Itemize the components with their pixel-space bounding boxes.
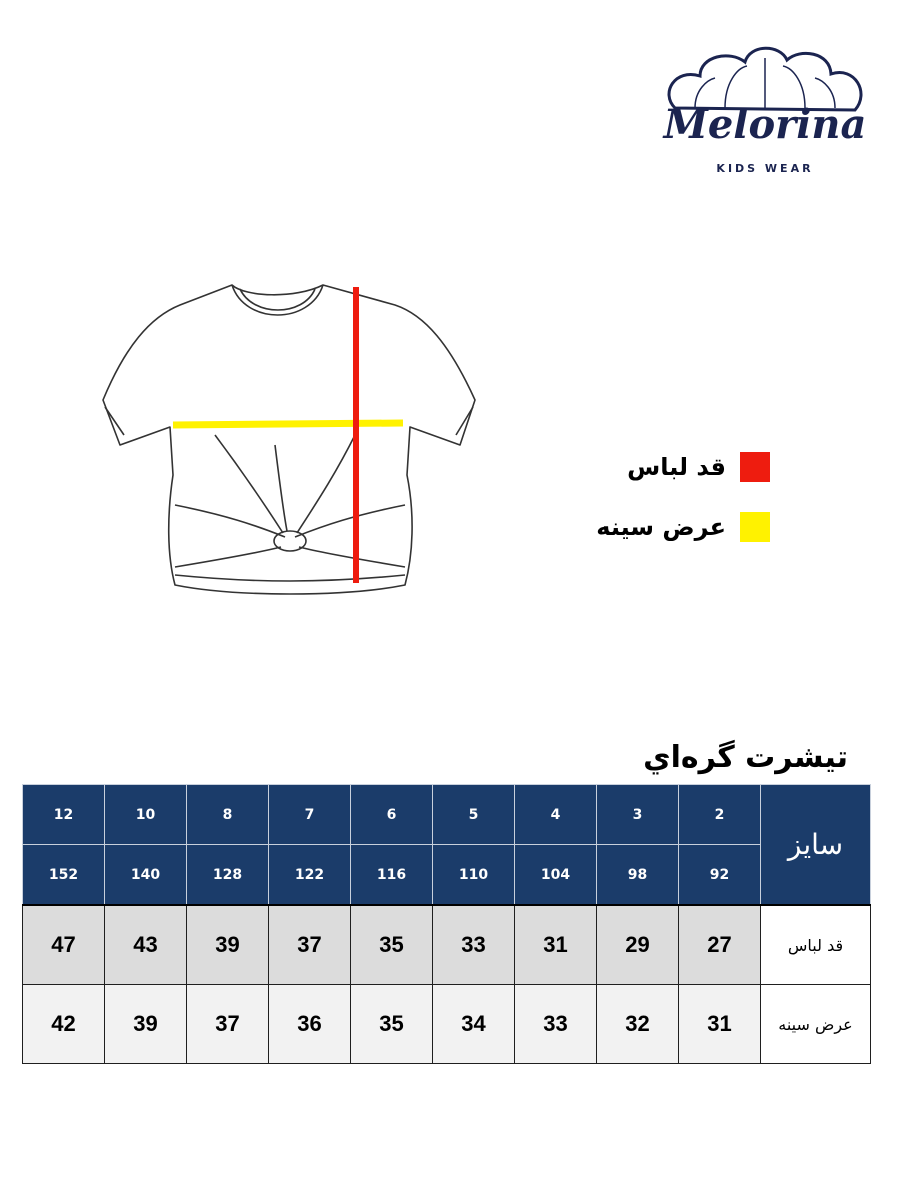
value-cell: 37 bbox=[187, 985, 269, 1064]
value-cell: 39 bbox=[187, 905, 269, 985]
value-cell: 29 bbox=[597, 905, 679, 985]
table-title: تيشرت گره‌اي bbox=[643, 740, 848, 775]
chest-width-line bbox=[173, 423, 403, 425]
height-cell: 116 bbox=[351, 845, 433, 906]
value-cell: 42 bbox=[23, 985, 105, 1064]
logo-wordmark: Melorina bbox=[663, 101, 867, 148]
legend-label-chest: عرض سينه bbox=[596, 513, 726, 541]
size-header: سايز bbox=[761, 785, 871, 906]
legend-swatch-red bbox=[740, 452, 770, 482]
height-cell: 122 bbox=[269, 845, 351, 906]
size-cell: 3 bbox=[597, 785, 679, 845]
height-cell: 140 bbox=[105, 845, 187, 906]
row-label-length: قد لباس bbox=[761, 905, 871, 985]
height-cell: 98 bbox=[597, 845, 679, 906]
size-table bbox=[22, 784, 871, 1064]
table-row-length bbox=[23, 905, 871, 985]
legend-swatch-yellow bbox=[740, 512, 770, 542]
value-cell: 31 bbox=[515, 905, 597, 985]
size-row bbox=[23, 785, 871, 845]
size-cell: 10 bbox=[105, 785, 187, 845]
logo-tagline: KIDS WEAR bbox=[716, 162, 814, 175]
value-cell: 37 bbox=[269, 905, 351, 985]
value-cell: 35 bbox=[351, 905, 433, 985]
size-cell: 12 bbox=[23, 785, 105, 845]
height-row bbox=[23, 845, 871, 906]
legend-item-chest bbox=[596, 512, 770, 542]
size-cell: 4 bbox=[515, 785, 597, 845]
size-cell: 2 bbox=[679, 785, 761, 845]
value-cell: 43 bbox=[105, 905, 187, 985]
shell-logo-icon bbox=[655, 38, 875, 153]
size-cell: 5 bbox=[433, 785, 515, 845]
value-cell: 34 bbox=[433, 985, 515, 1064]
value-cell: 31 bbox=[679, 985, 761, 1064]
legend-item-length bbox=[627, 452, 770, 482]
table-row-chest bbox=[23, 985, 871, 1064]
value-cell: 27 bbox=[679, 905, 761, 985]
value-cell: 32 bbox=[597, 985, 679, 1064]
size-cell: 6 bbox=[351, 785, 433, 845]
height-cell: 110 bbox=[433, 845, 515, 906]
height-cell: 92 bbox=[679, 845, 761, 906]
size-cell: 8 bbox=[187, 785, 269, 845]
value-cell: 39 bbox=[105, 985, 187, 1064]
legend-label-length: قد لباس bbox=[627, 453, 726, 481]
value-cell: 33 bbox=[515, 985, 597, 1064]
tshirt-illustration bbox=[95, 275, 485, 605]
height-cell: 104 bbox=[515, 845, 597, 906]
value-cell: 35 bbox=[351, 985, 433, 1064]
brand-logo bbox=[655, 38, 875, 183]
size-cell: 7 bbox=[269, 785, 351, 845]
height-cell: 152 bbox=[23, 845, 105, 906]
value-cell: 36 bbox=[269, 985, 351, 1064]
value-cell: 47 bbox=[23, 905, 105, 985]
measurement-legend bbox=[570, 448, 770, 558]
row-label-chest: عرض سينه bbox=[761, 985, 871, 1064]
value-cell: 33 bbox=[433, 905, 515, 985]
height-cell: 128 bbox=[187, 845, 269, 906]
